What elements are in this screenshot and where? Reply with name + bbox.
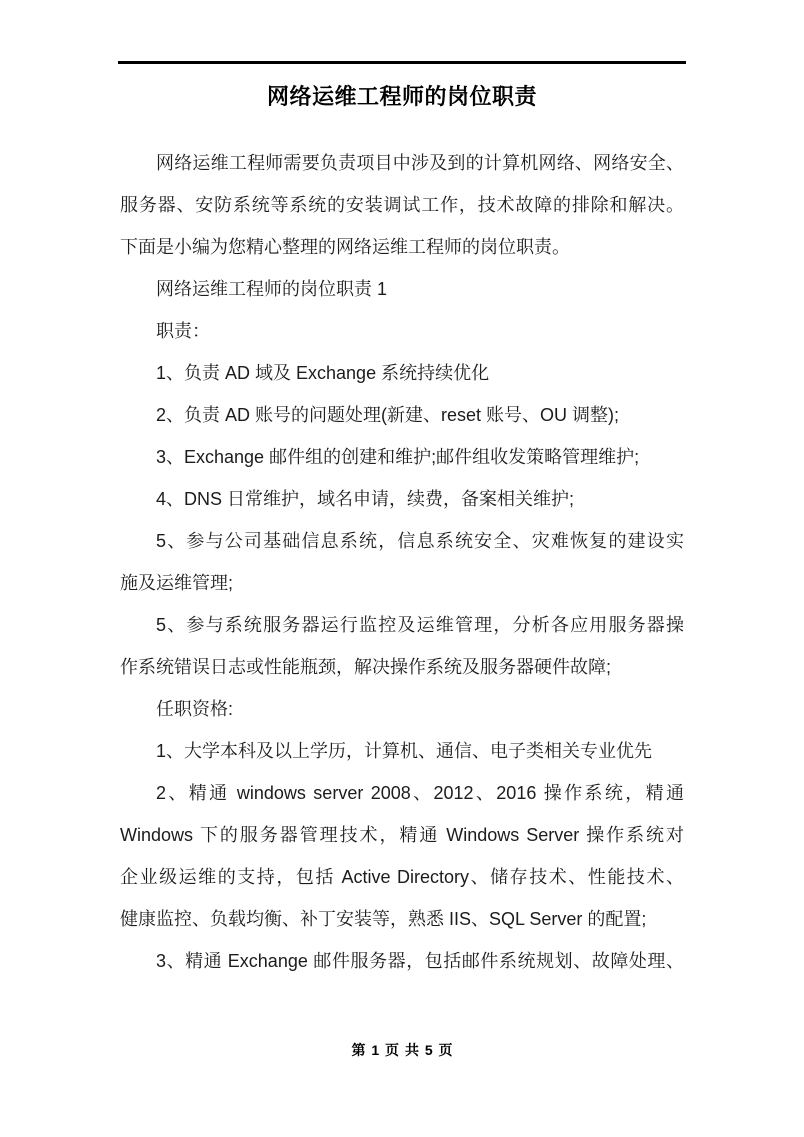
text-line: 1、大学本科及以上学历，计算机、通信、电子类相关专业优先	[156, 741, 653, 761]
text-line: 健康监控、负载均衡、补丁安装等，熟悉 IIS、SQL Server 的配置;	[120, 909, 647, 929]
text-line: 作系统错误日志或性能瓶颈，解决操作系统及服务器硬件故障;	[120, 657, 611, 677]
text-line: 网络运维工程师需要负责项目中涉及到的计算机网络、网络安全、	[156, 153, 684, 173]
text-line: 网络运维工程师的岗位职责 1	[156, 279, 388, 299]
page-number-footer: 第 1 页 共 5 页	[351, 1042, 453, 1058]
text-line: 1、负责 AD 域及 Exchange 系统持续优化	[156, 363, 490, 383]
text-line: 2、精通 windows server 2008、2012、2016 操作系统，精通	[156, 783, 684, 803]
text-line: 3、精通 Exchange 邮件服务器，包括邮件系统规划、故障处理、	[156, 951, 684, 971]
text-line: 5、参与系统服务器运行监控及运维管理，分析各应用服务器操	[156, 615, 684, 635]
text-line: 任职资格:	[156, 699, 234, 719]
text-line: 服务器、安防系统等系统的安装调试工作，技术故障的排除和解决。	[120, 195, 684, 215]
text-line: 3、Exchange 邮件组的创建和维护;邮件组收发策略管理维护;	[156, 447, 640, 467]
document-body	[120, 142, 684, 982]
text-line: Windows 下的服务器管理技术，精通 Windows Server 操作系统对	[120, 825, 684, 845]
text-line: 施及运维管理;	[120, 573, 234, 593]
text-line: 企业级运维的支持，包括 Active Directory、储存技术、性能技术、	[120, 867, 684, 887]
text-line: 4、DNS 日常维护，域名申请，续费，备案相关维护;	[156, 489, 575, 509]
text-line: 职责：	[156, 321, 210, 341]
text-line: 下面是小编为您精心整理的网络运维工程师的岗位职责。	[120, 237, 570, 257]
text-line: 5、参与公司基础信息系统，信息系统安全、灾难恢复的建设实	[156, 531, 684, 551]
page-title: 网络运维工程师的岗位职责	[266, 84, 537, 109]
header-rule	[118, 61, 686, 64]
text-line: 2、负责 AD 账号的问题处理(新建、reset 账号、OU 调整);	[156, 405, 620, 425]
